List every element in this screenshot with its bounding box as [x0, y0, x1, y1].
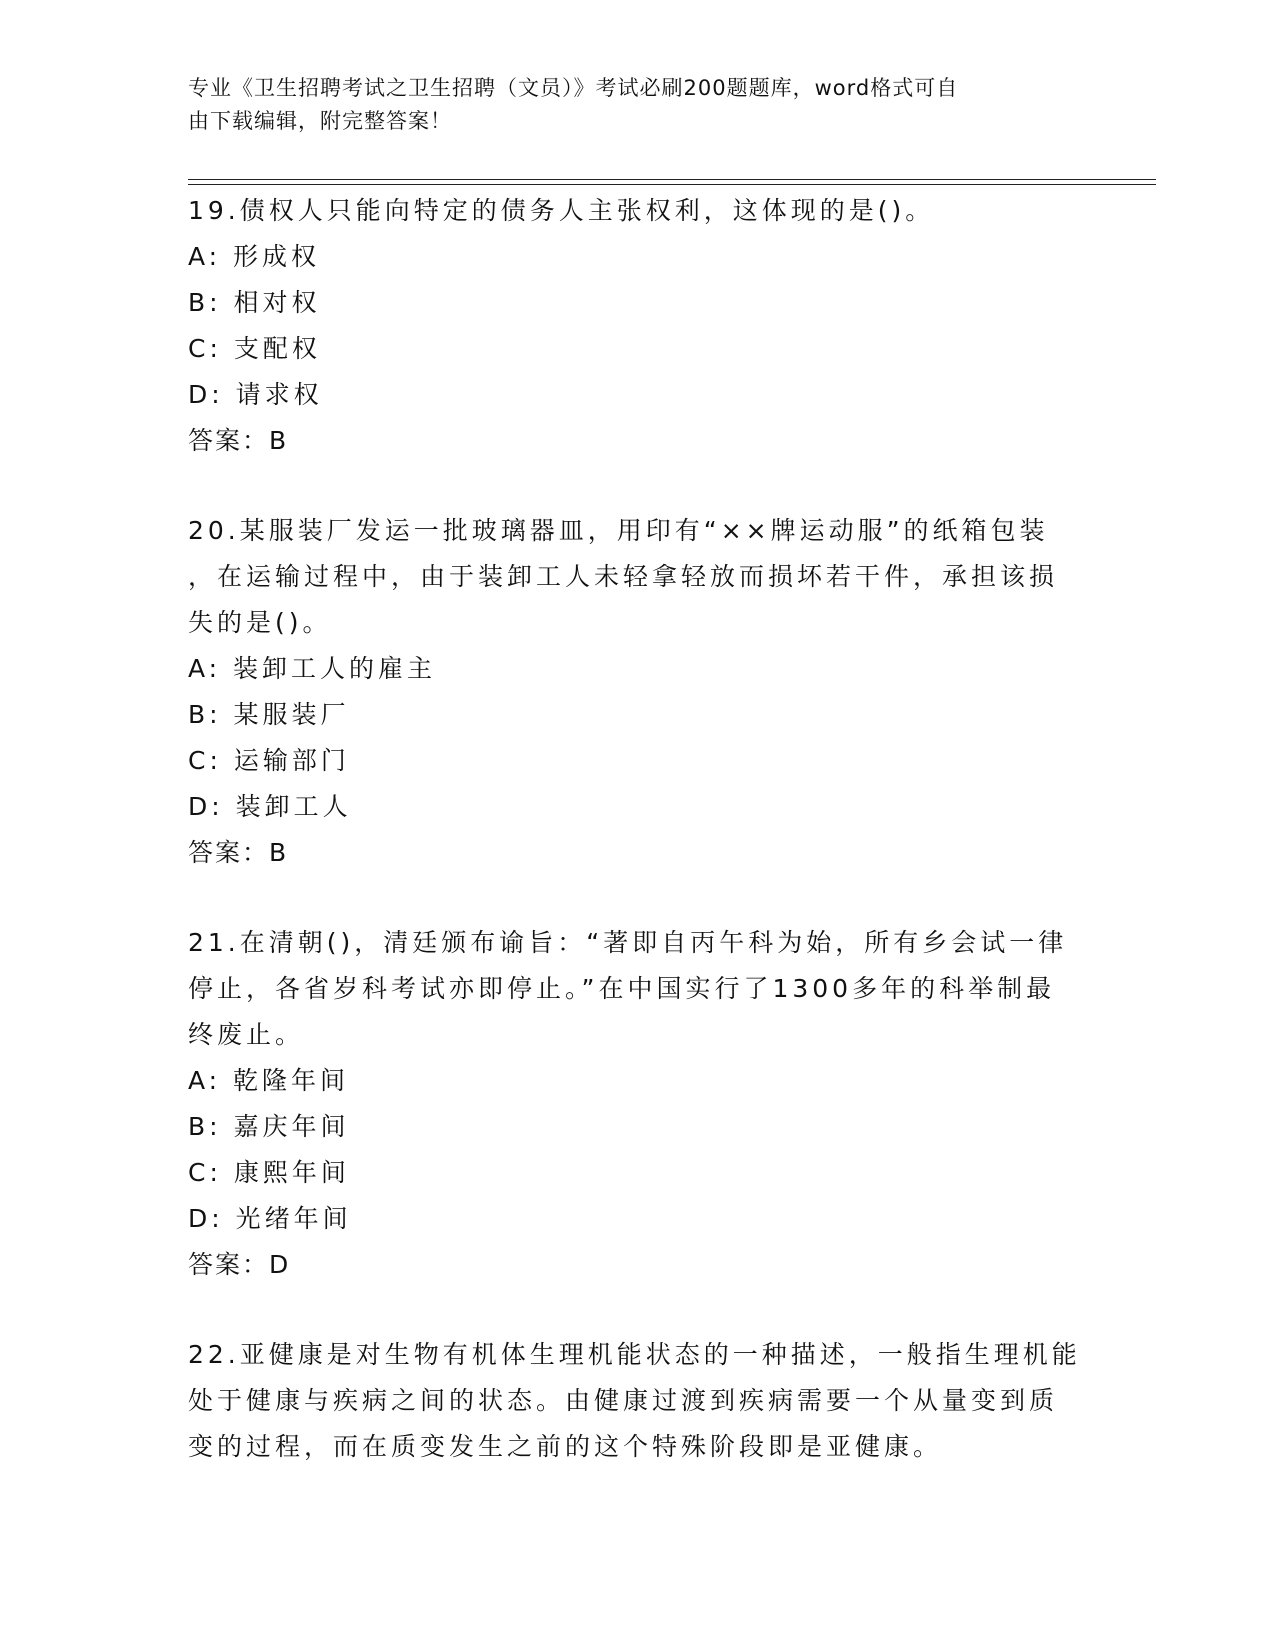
answer-line: 答案：D	[188, 1250, 291, 1279]
question-text-line: 变的过程，而在质变发生之前的这个特殊阶段即是亚健康。	[188, 1432, 943, 1461]
question-text-line: 终废止。	[188, 1020, 305, 1049]
question-text-line: ，在运输过程中，由于装卸工人未轻拿轻放而损坏若干件，承担该损	[188, 562, 1059, 591]
question-19	[188, 188, 1088, 464]
option-c: C: 运输部门	[188, 746, 350, 775]
option-b: B: 嘉庆年间	[188, 1112, 350, 1141]
option-b: B: 相对权	[188, 288, 321, 317]
question-text-line: 22.亚健康是对生物有机体生理机能状态的一种描述，一般指生理机能	[188, 1340, 1081, 1369]
question-text-line: 19.债权人只能向特定的债务人主张权利，这体现的是()。	[188, 196, 935, 225]
header-line-2: 由下载编辑，附完整答案！	[188, 109, 452, 133]
question-list	[188, 188, 1088, 1514]
option-a: A: 装卸工人的雇主	[188, 654, 437, 683]
question-text-line: 停止，各省岁科考试亦即停止。”在中国实行了1300多年的科举制最	[188, 974, 1056, 1003]
question-text-line: 20.某服装厂发运一批玻璃器皿，用印有“××牌运动服”的纸箱包装	[188, 516, 1049, 545]
option-a: A: 乾隆年间	[188, 1066, 350, 1095]
question-22	[188, 1332, 1088, 1470]
header-divider-bottom	[188, 184, 1156, 185]
header-divider-top	[188, 179, 1156, 180]
question-text-line: 失的是()。	[188, 608, 332, 637]
answer-line: 答案：B	[188, 838, 289, 867]
question-20	[188, 508, 1088, 876]
option-c: C: 支配权	[188, 334, 321, 363]
option-a: A: 形成权	[188, 242, 321, 271]
option-c: C: 康熙年间	[188, 1158, 350, 1187]
option-d: D: 装卸工人	[188, 792, 352, 821]
question-text-line: 处于健康与疾病之间的状态。由健康过渡到疾病需要一个从量变到质	[188, 1386, 1059, 1415]
answer-line: 答案：B	[188, 426, 289, 455]
question-text-line: 21.在清朝()，清廷颁布谕旨：“著即自丙午科为始，所有乡会试一律	[188, 928, 1068, 957]
header-line-1: 专业《卫生招聘考试之卫生招聘（文员）》考试必刷200题题库，word格式可自	[188, 76, 959, 100]
document-header	[188, 72, 1068, 138]
option-d: D: 光绪年间	[188, 1204, 352, 1233]
option-b: B: 某服装厂	[188, 700, 350, 729]
question-21	[188, 920, 1088, 1288]
option-d: D: 请求权	[188, 380, 323, 409]
